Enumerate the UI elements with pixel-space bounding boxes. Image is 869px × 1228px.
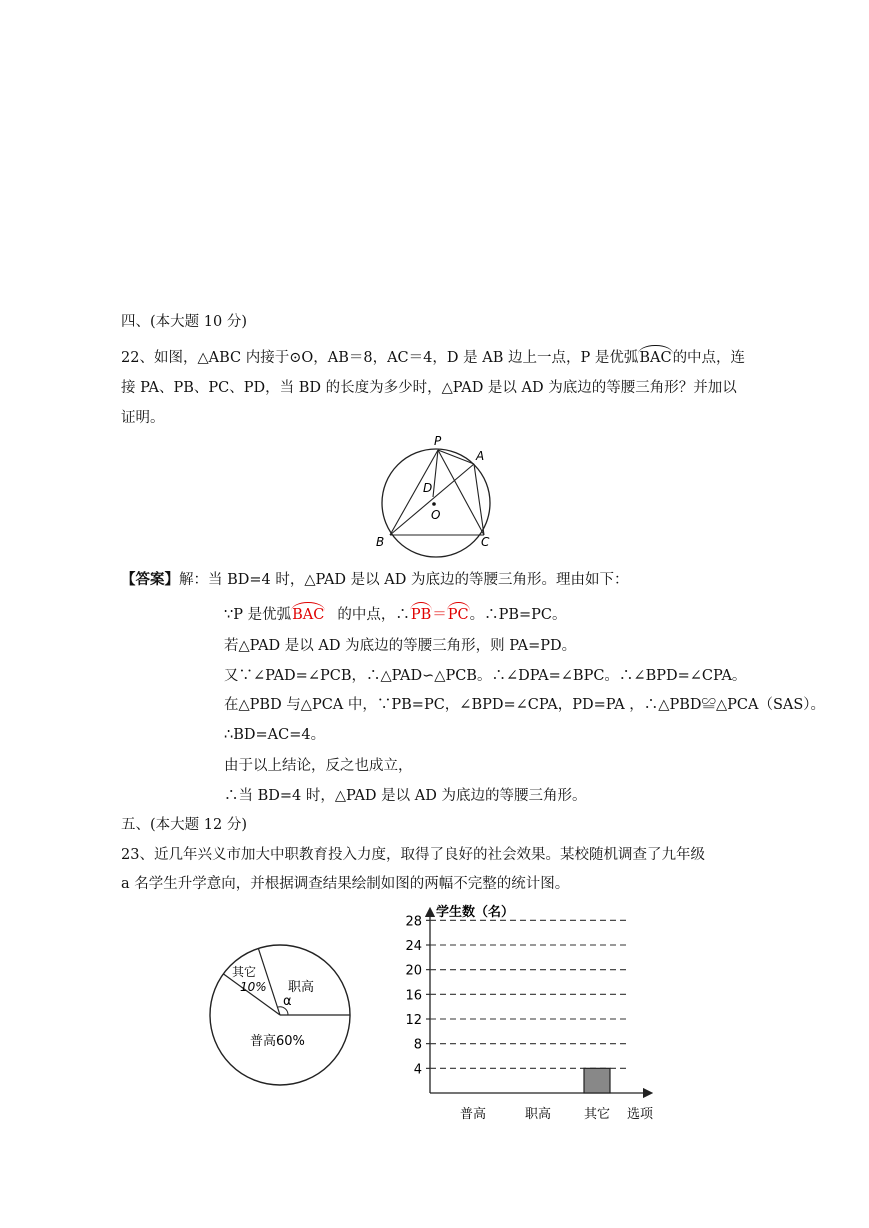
pie-label-other: 其它 <box>232 965 257 979</box>
label-a: A <box>476 449 485 463</box>
bar-y-tick-label: 8 <box>413 1037 422 1053</box>
answer-tag: 【答案】 <box>121 571 179 588</box>
arc-bac: BAC <box>639 350 672 366</box>
pie-angle-label: α <box>283 994 292 1009</box>
q22-line-1 <box>121 348 745 368</box>
arc-pb-red: PB <box>410 607 432 623</box>
geometry-figure <box>370 432 510 558</box>
bar-y-tick-label: 16 <box>405 988 422 1004</box>
segment-ab <box>390 464 474 535</box>
answer-line-8: ∴当 BD=4 时，△PAD 是以 AD 为底边的等腰三角形。 <box>224 788 587 804</box>
answer-text: 。∴PB=PC。 <box>469 607 567 623</box>
answer-line-5: 在△PBD 与△PCA 中，∵PB=PC，∠BPD=∠CPA，PD=PA ，∴△PBD≌△PCA（SAS）。 <box>224 697 826 713</box>
label-p: P <box>434 434 442 448</box>
answer-text: 解：当 BD=4 时，△PAD 是以 AD 为底边的等腰三角形。理由如下： <box>179 572 629 588</box>
answer-line-7: 由于以上结论，反之也成立， <box>224 758 413 774</box>
bar-y-tick-label: 12 <box>405 1013 422 1028</box>
arc-pc-red: PC <box>447 607 469 623</box>
bar-y-tick-label: 20 <box>405 963 422 979</box>
q22-line-2: 接 PA、PB、PC、PD，当 BD 的长度为多少时，△PAD 是以 AD 为底边的等腰三角形？并加以 <box>121 380 737 396</box>
pie-label-vocational: 职高 <box>288 980 315 995</box>
equals-sign: ＝ <box>432 607 447 623</box>
label-o: O <box>431 508 441 522</box>
bar-y-tick-label: 24 <box>405 939 422 954</box>
pie-pct-general: 60% <box>276 1034 305 1049</box>
segment-pa <box>438 450 474 464</box>
answer-line-4: 又∵∠PAD=∠PCB，∴△PAD∽△PCB。∴∠DPA=∠BPC。∴∠BPD=∠CPA。 <box>224 668 747 684</box>
label-b: B <box>376 535 385 549</box>
q22-line-3: 证明。 <box>121 410 165 426</box>
answer-text: 的中点，∴ <box>337 607 410 623</box>
label-d: D <box>423 481 433 495</box>
pie-pct-other: 10% <box>240 980 267 994</box>
answer-line-6: ∴BD=AC=4。 <box>224 727 326 743</box>
bar-y-axis-title: 学生数（名） <box>436 905 515 920</box>
bar-x-axis-title: 选项 <box>627 1107 654 1122</box>
section-heading-4: 四、(本大题 10 分) <box>121 314 247 330</box>
bar-x-tick-label: 其它 <box>583 1107 611 1122</box>
answer-line-2 <box>224 605 567 625</box>
bar-chart <box>390 898 680 1123</box>
arc-bac-red: BAC <box>292 607 325 623</box>
q22-text: 的中点，连 <box>672 350 746 366</box>
q23-line-2: a 名学生升学意向，并根据调查结果绘制如图的两幅不完整的统计图。 <box>121 876 570 892</box>
section-heading-5: 五、(本大题 12 分) <box>121 817 247 833</box>
pie-chart <box>200 935 360 1095</box>
label-c: C <box>481 535 490 549</box>
answer-line-3: 若△PAD 是以 AD 为底边的等腰三角形，则 PA=PD。 <box>224 638 577 654</box>
bar-x-tick-label: 职高 <box>524 1107 552 1122</box>
bar-x-tick-label: 普高 <box>459 1107 487 1122</box>
answer-text: ∵P 是优弧 <box>224 607 292 623</box>
center-dot <box>432 502 436 506</box>
q23-line-1: 23、近几年兴义市加大中职教育投入力度，取得了良好的社会效果。某校随机调查了九年级 <box>121 847 705 863</box>
bar-2 <box>584 1068 610 1093</box>
q22-text: 22、如图，△ABC 内接于⊙O，AB＝8，AC＝4，D 是 AB 边上一点，P 是优弧 <box>121 350 639 366</box>
pie-label-general-name: 普高 <box>250 1034 277 1049</box>
bar-y-tick-label: 4 <box>413 1062 422 1078</box>
answer-line-1 <box>121 570 628 590</box>
pie-label-general <box>250 1033 305 1049</box>
bar-y-tick-label: 28 <box>405 914 422 930</box>
